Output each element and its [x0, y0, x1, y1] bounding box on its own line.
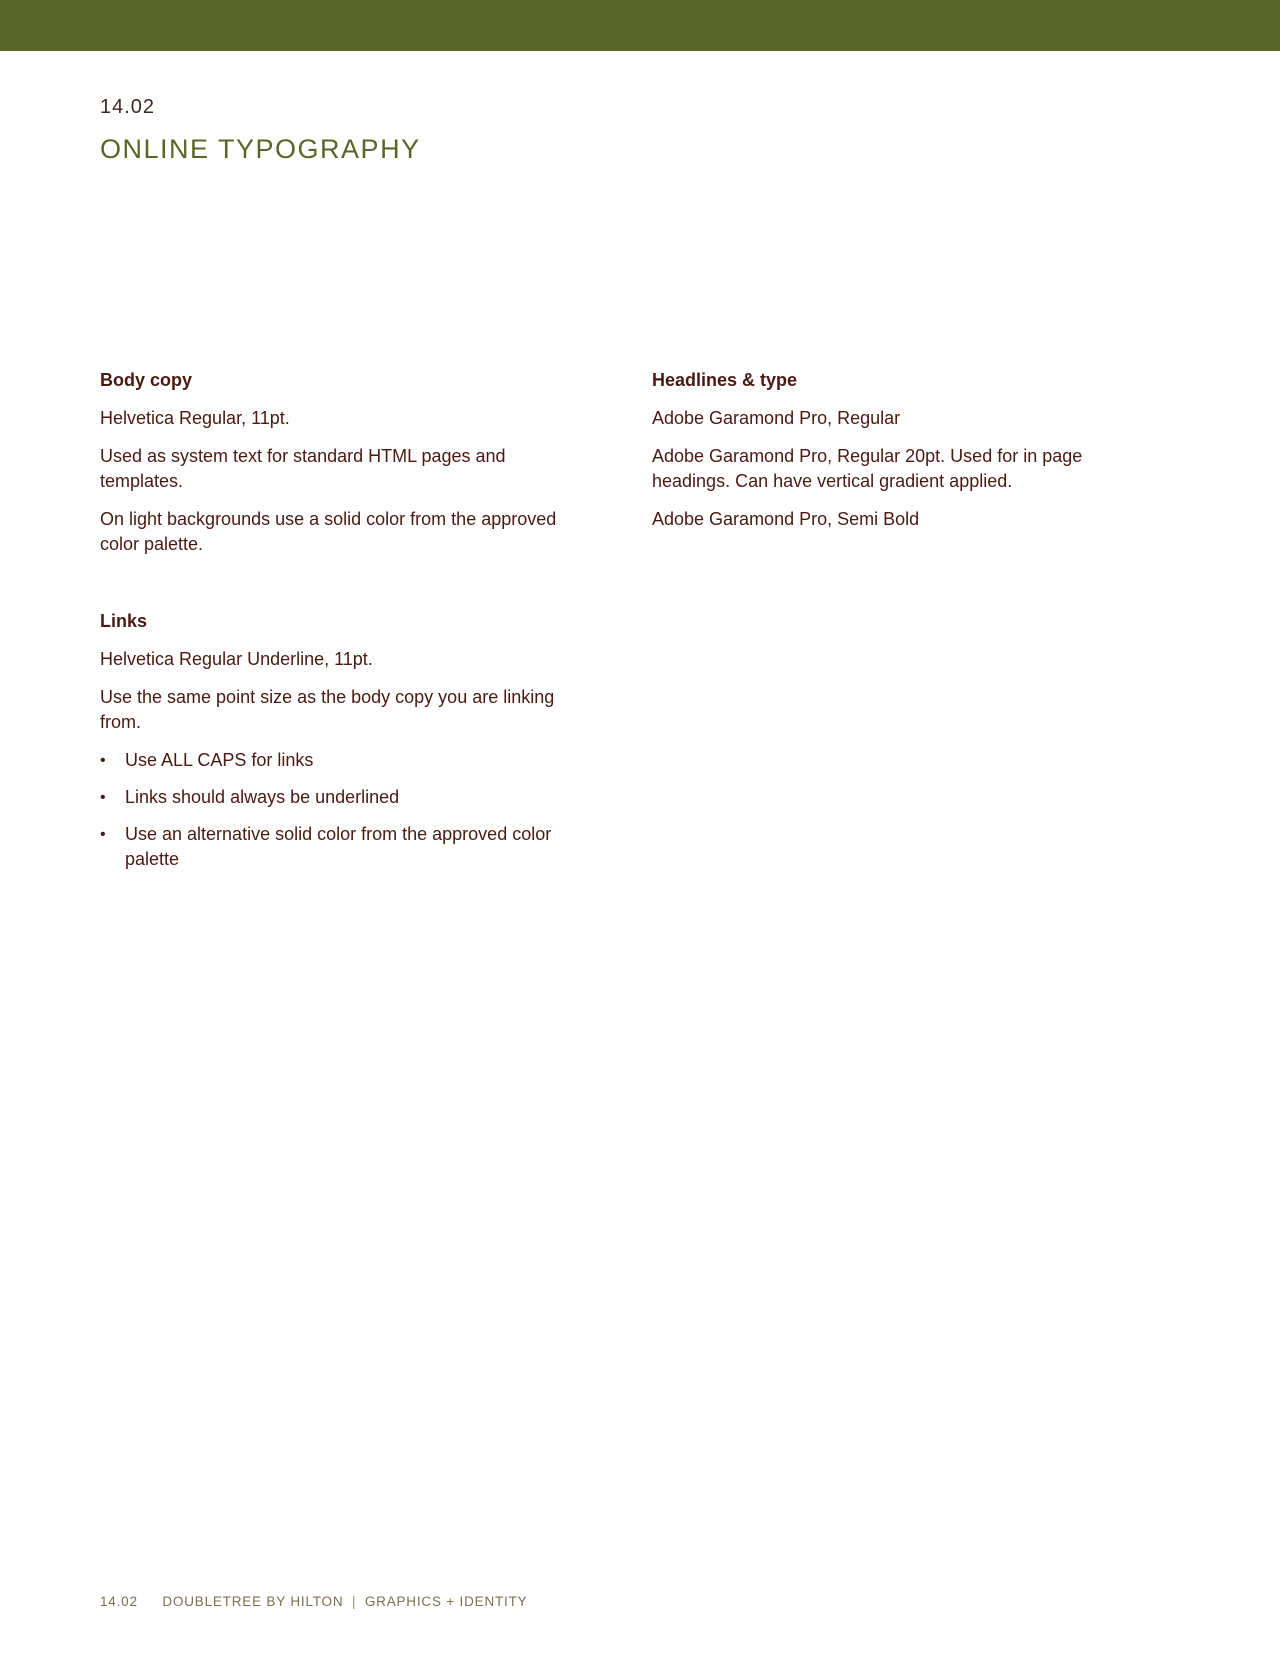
top-color-bar	[0, 0, 1280, 51]
page-title: ONLINE TYPOGRAPHY	[100, 134, 421, 164]
bullet-icon: •	[100, 826, 106, 843]
body-copy-paragraph: Helvetica Regular, 11pt.	[100, 408, 290, 428]
section-number: 14.02	[100, 96, 156, 118]
links-section	[100, 609, 580, 872]
list-item-text: Use an alternative solid color from the approved color palette	[125, 824, 552, 869]
bullet-icon: •	[100, 752, 106, 769]
headlines-section	[652, 368, 1132, 532]
right-column	[652, 368, 1132, 545]
footer-brand: DOUBLETREE BY HILTON	[162, 1594, 344, 1609]
body-copy-heading: Body copy	[100, 370, 193, 390]
body-copy-section	[100, 368, 580, 557]
links-paragraph: Helvetica Regular Underline, 11pt.	[100, 649, 373, 669]
list-item	[100, 748, 580, 773]
headlines-heading: Headlines & type	[652, 370, 798, 390]
footer-section: GRAPHICS + IDENTITY	[364, 1594, 528, 1609]
page-footer	[100, 1594, 527, 1609]
list-item-text: Links should always be underlined	[125, 787, 400, 807]
headlines-paragraph: Adobe Garamond Pro, Regular	[652, 408, 901, 428]
headlines-paragraph: Adobe Garamond Pro, Semi Bold	[652, 509, 920, 529]
body-copy-paragraph: On light backgrounds use a solid color from the approved color palette.	[100, 509, 557, 554]
footer-page-number: 14.02	[100, 1594, 138, 1609]
links-paragraph: Use the same point size as the body copy you are linking from.	[100, 687, 555, 732]
bullet-icon: •	[100, 789, 106, 806]
headlines-paragraph: Adobe Garamond Pro, Regular 20pt. Used for in page headings. Can have vertical gradient applied.	[652, 446, 1083, 491]
links-bullet-list	[100, 748, 580, 872]
left-column	[100, 368, 580, 884]
list-item-text: Use ALL CAPS for links	[125, 750, 314, 770]
list-item	[100, 785, 580, 810]
footer-separator: |	[351, 1594, 357, 1609]
links-heading: Links	[100, 611, 148, 631]
list-item	[100, 822, 580, 872]
body-copy-paragraph: Used as system text for standard HTML pages and templates.	[100, 446, 506, 491]
